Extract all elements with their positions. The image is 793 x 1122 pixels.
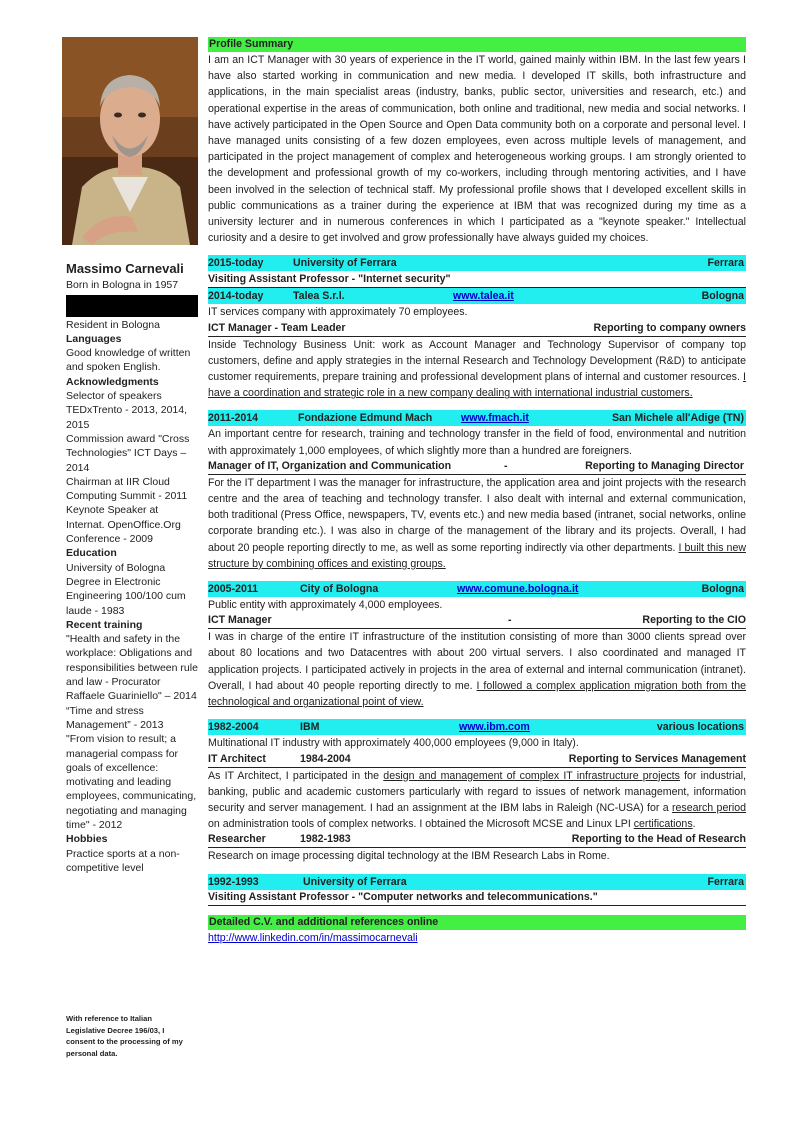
job-role: Manager of IT, Organization and Communication: [208, 459, 452, 472]
job-header-fmach: [208, 410, 746, 426]
job-text: Inside Technology Business Unit: work as Account Manager and Technology Supervisor of company top customers, define and apply strategies in the internal Research and Technology Development (R&D) to anticipate customer requirements, prepare training and professional development plans of internal and customer resources. I have a coordination and strategic role in a new company dealing with international industrial customers.: [208, 338, 746, 400]
sidebar: [66, 262, 198, 875]
profile-summary-header: Profile Summary: [208, 37, 746, 52]
job-role-dates: 1982-1983: [300, 833, 351, 846]
job-text: Research on image processing digital technology at the IBM Research Labs in Rome.: [208, 850, 610, 863]
job-role: Visiting Assistant Professor - "Internet security": [208, 272, 746, 288]
job-org: Talea S.r.l.: [293, 290, 345, 303]
education-text: University of Bologna Degree in Electronic Engineering 100/100 cum laude - 1983: [66, 561, 186, 617]
company-description: Public entity with approximately 4,000 employees.: [208, 599, 443, 612]
spacer: [208, 401, 746, 410]
job-org: IBM: [300, 721, 320, 734]
job-place: Bologna: [701, 290, 744, 303]
spacer: [208, 572, 746, 581]
redacted-block: [66, 295, 198, 317]
job-reporting: Reporting to Services Management: [568, 752, 746, 765]
company-link[interactable]: www.comune.bologna.it: [457, 583, 579, 596]
job-place: Bologna: [701, 583, 744, 596]
job-dates: 2005-2011: [208, 583, 259, 596]
residence-info: Resident in Bologna: [66, 318, 160, 331]
person-name: Massimo Carnevali: [66, 261, 184, 276]
acknowledgment-item: Selector of speakers TEDxTrento - 2013, 2014, 2015: [66, 390, 188, 431]
spacer: [208, 865, 746, 874]
job-place: San Michele all'Adige (TN): [611, 412, 744, 425]
hobbies-heading: Hobbies: [66, 833, 108, 846]
job-header-ibm: [208, 719, 746, 735]
job-reporting: Reporting to the Head of Research: [571, 833, 746, 846]
job-header-ferrara-2015: [208, 255, 746, 271]
acknowledgment-item: Commission award "Cross Technologies" ICT Days – 2014: [66, 432, 190, 474]
spacer: [208, 710, 746, 719]
job-dates: 1982-2004: [208, 721, 259, 734]
job-role-line: [208, 321, 746, 337]
job-dates: 2011-2014: [208, 412, 259, 425]
job-role-line: [208, 752, 746, 768]
job-place: Ferrara: [707, 875, 744, 888]
company-description: An important centre for research, training and technology transfer in the field of food, environmental and nutrition with approximately 1,000 employees, of which slightly more than a hundred are foreigners.: [208, 428, 746, 457]
job-role-line: ICT Manager - Reporting to the CIO: [208, 613, 746, 629]
job-reporting: Reporting to the CIO: [642, 614, 746, 627]
job-header-bologna: [208, 581, 746, 597]
company-link[interactable]: www.talea.it: [453, 290, 514, 303]
job-dates: 2014-today: [208, 290, 264, 303]
training-item: “Time and stress Management” - 2013: [66, 704, 164, 731]
job-header-talea: [208, 288, 746, 304]
job-role: ICT Manager - Team Leader: [208, 321, 346, 334]
spacer: [208, 246, 746, 255]
acknowledgments-heading: Acknowledgments: [66, 375, 159, 388]
profile-photo: [62, 37, 198, 245]
job-text: As IT Architect, I participated in the design and management of complex IT infrastructure projects for industrial, banking, public and academic customers particularly with regard to issues of network management, information security and server management. I had an assignment at the IBM labs in Raleigh (NC-USA) for a research period on administration tools of complex networks. I obtained the Microsoft MCSE and Linux LPI certifications.: [208, 769, 747, 831]
job-reporting: Reporting to company owners: [593, 321, 746, 334]
job-role: Researcher: [208, 833, 266, 846]
job-org: Fondazione Edmund Mach: [298, 412, 433, 425]
job-role-line: [208, 832, 746, 848]
job-role: Visiting Assistant Professor - "Computer networks and telecommunications.": [208, 890, 746, 906]
company-description: Multinational IT industry with approximately 400,000 employees (9,000 in Italy).: [208, 737, 579, 750]
job-role-line: Manager of IT, Organization and Communication - Reporting to Managing Director: [208, 459, 746, 475]
acknowledgment-item: Chairman at IIR Cloud Computing Summit - 2011: [66, 475, 188, 503]
job-org: City of Bologna: [300, 583, 379, 596]
acknowledgment-item: Keynote Speaker at Internat. OpenOffice.Org Conference - 2009: [66, 504, 181, 546]
profile-summary-text: I am an ICT Manager with 30 years of experience in the IT world, gained mainly within IBM. In the last few years I have also started working in communication and new media. I developed IT skills, both infrastructure and applications, in the main specialist areas (industry, banks, public sector, universities and research, etc.) and operational expertise in the areas of communication, both online and traditional, new media and social networks. I have actively participated in the Open Source and Open Data community both on a corporate and personal level. I have managed units consisting of a few dozen employees, even across multiple levels of management, and participated in the project management of complex and heterogeneous working groups. I am strongly oriented to the development and professional growth of my co-workers, including through mentoring activities, and I have been involved in the selection of technical staff. My professional profile shows that I developed excellent skills in public communications as a trainer during the experience at IBM that was recognized during my time as a university lecturer and in numerous conferences in which I participated as a "keynote speaker." Intellectual curiosity and a desire to get involved and grow professionally have always guided my choices.: [208, 54, 746, 245]
languages-heading: Languages: [66, 332, 122, 345]
references-header: Detailed C.V. and additional references online: [208, 915, 746, 930]
spacer: [208, 906, 746, 915]
linkedin-link[interactable]: http://www.linkedin.com/in/massimocarnevali: [208, 931, 418, 944]
birth-info: Born in Bologna in 1957: [66, 279, 179, 292]
training-item: "Health and safety in the workplace: Obligations and responsibilities between rule and law - Procurator Raffaele Guariniello" – 2014: [66, 633, 198, 703]
education-heading: Education: [66, 547, 117, 560]
job-dates: 2015-today: [208, 257, 264, 270]
company-link[interactable]: www.fmach.it: [461, 412, 529, 425]
job-text: For the IT department I was the manager for infrastructure, the application area and joint projects with the research centre and the area of teaching and technology transfer. I also dealt with internal and external communication, both traditional (Press Office, newspapers, TV, events etc.) and new media based (intranet, social networks, online corporate branding etc.). I was also in charge of the management of the library and its projects. Overall, I had about 20 people reporting directly to me, as well as some reporting indirectly via other departments. I built this new structure by combining offices and existing groups.: [208, 476, 746, 570]
job-role: IT Architect: [208, 752, 266, 765]
job-org: University of Ferrara: [303, 875, 407, 888]
job-role: ICT Manager: [208, 614, 272, 627]
company-description: IT services company with approximately 70 employees.: [208, 306, 468, 319]
job-org: University of Ferrara: [293, 257, 397, 270]
job-place: Ferrara: [707, 257, 744, 270]
job-reporting: Reporting to Managing Director: [585, 459, 744, 472]
privacy-consent: With reference to Italian Legislative Decree 196/03, I consent to the processing of my personal data.: [66, 1014, 183, 1058]
training-item: "From vision to result; a managerial compass for goals of excellence: motivating and leading employees, communicating, negotiating and managing time" - 2012: [66, 733, 197, 831]
job-header-ferrara-1992: [208, 874, 746, 890]
languages-text: Good knowledge of written and spoken English.: [66, 347, 191, 374]
job-place: various locations: [656, 721, 744, 734]
job-dates: 1992-1993: [208, 875, 259, 888]
hobbies-text: Practice sports at a non-competitive level: [66, 847, 180, 874]
job-text: I was in charge of the entire IT infrastructure of the institution consisting of more than 3000 clients spread over about 80 locations and two Datacentres with about 200 virtual servers. I also coordinated and managed IT application projects. I participated actively in projects in the area of external and internal communication (intranet). Overall, I had about 40 people reporting directly to me. I followed a complex application migration both from the technological and organizational point of view.: [208, 631, 747, 709]
job-role-dates: 1984-2004: [300, 752, 351, 765]
training-heading: Recent training: [66, 618, 143, 631]
company-link[interactable]: www.ibm.com: [459, 721, 530, 734]
main-content: [208, 37, 746, 946]
